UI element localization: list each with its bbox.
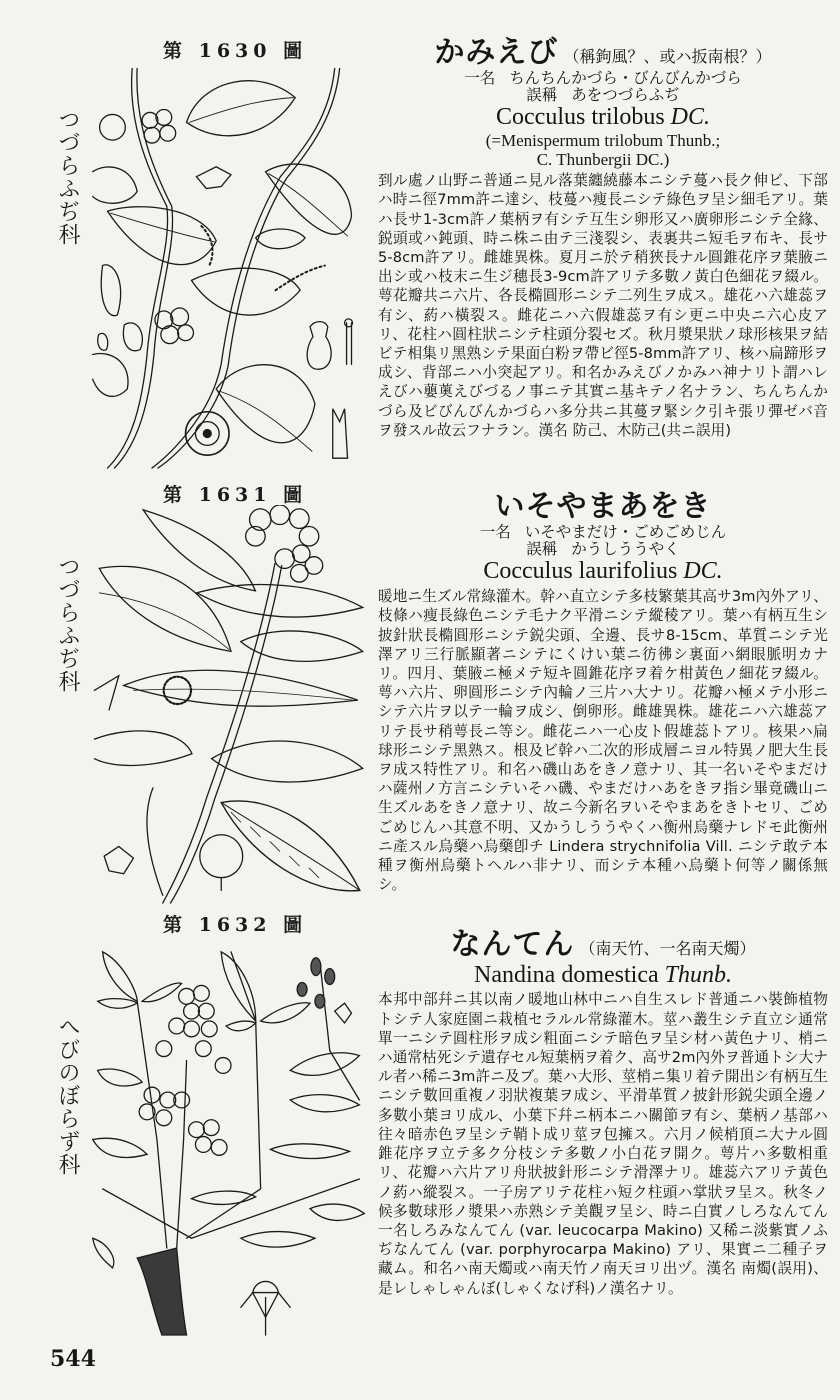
misnomer-label: 誤稱: [526, 85, 558, 104]
plate-number-1632: 第 1632 圖: [163, 914, 308, 936]
synonym-line-2: C. Thunbergii DC.): [536, 150, 670, 170]
plate-number-1631: 第 1631 圖: [163, 484, 308, 506]
authority: DC.: [683, 558, 723, 585]
authority: Thunb.: [664, 961, 732, 988]
binomial: Cocculus trilobus: [496, 104, 665, 131]
alt-name-label: 一名: [464, 68, 496, 87]
misnomer-value: あをつづらふぢ: [571, 85, 680, 104]
binomial: Cocculus laurifolius: [483, 558, 678, 585]
misnomer-value: かうしううやく: [571, 539, 680, 558]
description-text: 本邦中部幷ニ其以南ノ暖地山林中ニハ自生スレド普通ニハ裝飾植物トシテ人家庭園ニ栽植セラルル常綠灌木。莖ハ叢生シテ直立シ通常單一ニシテ圓柱形ヲ成シ粗面ニシテ暗色ヲ呈シ材ハ黃色ナリ、梢ニハ通常枯死シテ遺存セル短葉柄ヲ着ク、高サ2m內外ヲ普通トシ大ナル者ハ稀ニ3m許ニ及ブ。葉ハ大形、莖梢ニ集リ着テ開出シ有柄互生ニシテ數回重複ノ羽狀複葉ヲ成シ、平滑革質ノ披針形鋭尖頭全邊ノ多數小葉ヨリ成ル、小葉下幷ニ柄本ニハ關節ヲ有シ、葉柄ノ基部ハ往々暗赤色ヲ呈シテ鞘ト成リ莖ヲ包擁ス。六月ノ候梢頂ニ大ナル圓錐花序ヲ立テ多ク分枝シテ多數ノ小白花ヲ開ク。萼片ハ多數相重リ、花瓣ハ六片アリ舟狀披針形ニシテ滑澤ナリ。雄蕊六アリテ黃色ノ葯ハ縱裂ス。一子房アリテ花柱ハ短ク柱頭ハ掌狀ヲ呈ス。秋冬ノ候多數球形ノ漿果ハ赤熟シテ美觀ヲ呈シ、時ニ白實ノしろなんてん一名しろみなんてん (var. leucocarpa Makino) 又稀ニ淡紫實ノふぢなんてん (var. porphyrocarpa Makino) アリ、果實ニ二種子ヲ藏ム。和名ハ南天燭或ハ南天竹ノ南天ヨリ出ヅ。漢名 南燭(誤用)、是レしゃしゃんぼ(しゃくなげ科)ノ漢名ナリ。: [378, 991, 828, 1297]
japanese-name: かみえび: [434, 35, 559, 70]
description-text: 暖地ニ生ズル常綠灌木。幹ハ直立シテ多枝繁葉其高サ3m內外アリ、枝條ハ痩長綠色ニシテ毛ナク平滑ニシテ縱稜アリ。葉ハ有柄互生シ披針狀長橢圓形ニシテ鋭尖頭、全邊、長サ8-15cm、革質ニシテ光澤アリ三行脈顯著ニシテにくけい葉ニ彷彿シ裏面ハ網眼脈明カナリ。四月、葉腋ニ極メテ短キ圓錐花序ヲ着ケ柑黃色ノ細花ヲ綴ル。萼ハ六片、卵圓形ニシテ內輪ノ三片ハ大ナリ。花瓣ハ極メテ小形ニシテ六片ヲ以テ一輪ヲ成シ、倒卵形。雌雄異株。雄花ニハ六雄蕊アリテ長サ稍萼長ニ等シ。雌花ニハ一心皮ト假雄蕊トアリ。核果ハ扁球形ニシテ黑熟ス。根及ビ幹ハ二次的形成層ニヨル特異ノ肥大生長ヲ成ス特性アリ。和名ハ磯山あをきノ意ナリ、其一名いそやまだけハ薩州ノ方言ニシテいそハ磯、やまだけハあをきヲ指シ畢竟磯山ニ生ズルあをきノ意ナリ、故ニ今新名ヲいそやまあをきトセリ、ごめごめじんハ其意不明、又かうしううやくハ衡州烏藥ナレドモ此衡州ニ產スル烏藥ハ烏藥卽チ Lindera strychnifolia Vill. ニシテ敢テ本種ヲ衡州烏藥トヘルハ非ナリ、而シテ本種ハ烏藥ト何等ノ關係無シ。: [378, 588, 828, 894]
japanese-name: いそやまあをき: [494, 489, 712, 524]
entry-header: [378, 36, 828, 169]
entry-header: [378, 490, 828, 585]
illustration-cocculus-trilobus: [92, 68, 370, 473]
misnomer-label: 誤稱: [526, 539, 558, 558]
kanji-name-note: （稱鉤風？、或ハ扳南根？）: [563, 47, 772, 66]
entry-isoyamaaoki: [378, 490, 828, 894]
illustration-cocculus-laurifolius: [92, 505, 370, 905]
entry-header: [378, 928, 828, 988]
alt-name-value: いそやまだけ・ごめごめじん: [524, 522, 727, 541]
scientific-name: [378, 962, 828, 989]
alternate-name: [378, 524, 828, 541]
misnomer: [378, 87, 828, 104]
family-label-menispermaceae: つづらふぢ科: [55, 108, 80, 246]
illustration-nandina-domestica: [92, 942, 370, 1337]
binomial: Nandina domestica: [474, 961, 659, 988]
synonym-line-1: (=Menispermum trilobum Thunb.;: [485, 131, 721, 151]
alternate-name: [378, 70, 828, 87]
kanji-name-note: （南天竹、一名南天燭）: [579, 939, 756, 958]
plate-number-1630: 第 1630 圖: [163, 40, 308, 62]
family-label-berberidaceae: へびのぼらず科: [55, 1015, 80, 1176]
description-text: 到ル處ノ山野ニ普通ニ見ル落葉纏繞藤本ニシテ蔓ハ長ク伸ビ、下部ハ時ニ徑7mm許ニ達シ、枝蔓ハ痩長ニシテ綠色ヲ呈シ細毛アリ。葉ハ長サ1-3cm許ノ葉柄ヲ有シテ互生シ卵形又ハ廣卵形ニシテ全緣、鋭頭或ハ鈍頭、時ニ株ニ由テ三淺裂シ、表裏共ニ短毛ヲ布キ、長サ5-8cm許アリ。雌雄異株。夏月ニ於テ稍狹長ナル圓錐花序ヲ葉腋ニ出シ或ハ枝末ニ生ジ穗長3-9cm許アリテ多數ノ黃白色細花ヲ綴ル。萼花瓣共ニ六片、各長橢圓形ニシテ二列生ヲ成ス。雄花ハ六雄蕊ヲ有シ、葯ハ橫裂ス。雌花ニハ六假雄蕊ヲ有シ更ニ中央ニ六心皮アリ、花柱ハ圓柱狀ニシテ柱頭分裂セズ。秋月漿果狀ノ球形核果ヲ結ビテ相集リ黑熟シテ果面白粉ヲ帶ビ徑5-8mm許アリ、核ハ扁蹄形ヲ成シ、背部ニハ小突起アリ。和名かみえびノかみハ神ナリト謂ハレえびハ蘡薁えびづるノ事ニテ其實ニ基キテノ名ナラン、ちんちんかづら及ビびんびんかづらハ多分共ニ其蔓ヲ緊シク引キ張リ彈ゼバ音ヲ發スル故云フナラン。漢名 防己、木防己(共ニ誤用): [378, 172, 828, 439]
scientific-name: [378, 558, 828, 585]
entry-nanten: [378, 928, 828, 1298]
entry-kamiebi: [378, 36, 828, 440]
scientific-name: [378, 104, 828, 131]
authority: DC.: [670, 104, 710, 131]
alt-name-label: 一名: [479, 522, 511, 541]
family-label-menispermaceae: つづらふぢ科: [55, 555, 80, 693]
misnomer: [378, 541, 828, 558]
page-number: 544: [50, 1346, 96, 1372]
japanese-name: なんてん: [450, 927, 575, 962]
alt-name-value: ちんちんかづら・びんびんかづら: [509, 68, 742, 87]
